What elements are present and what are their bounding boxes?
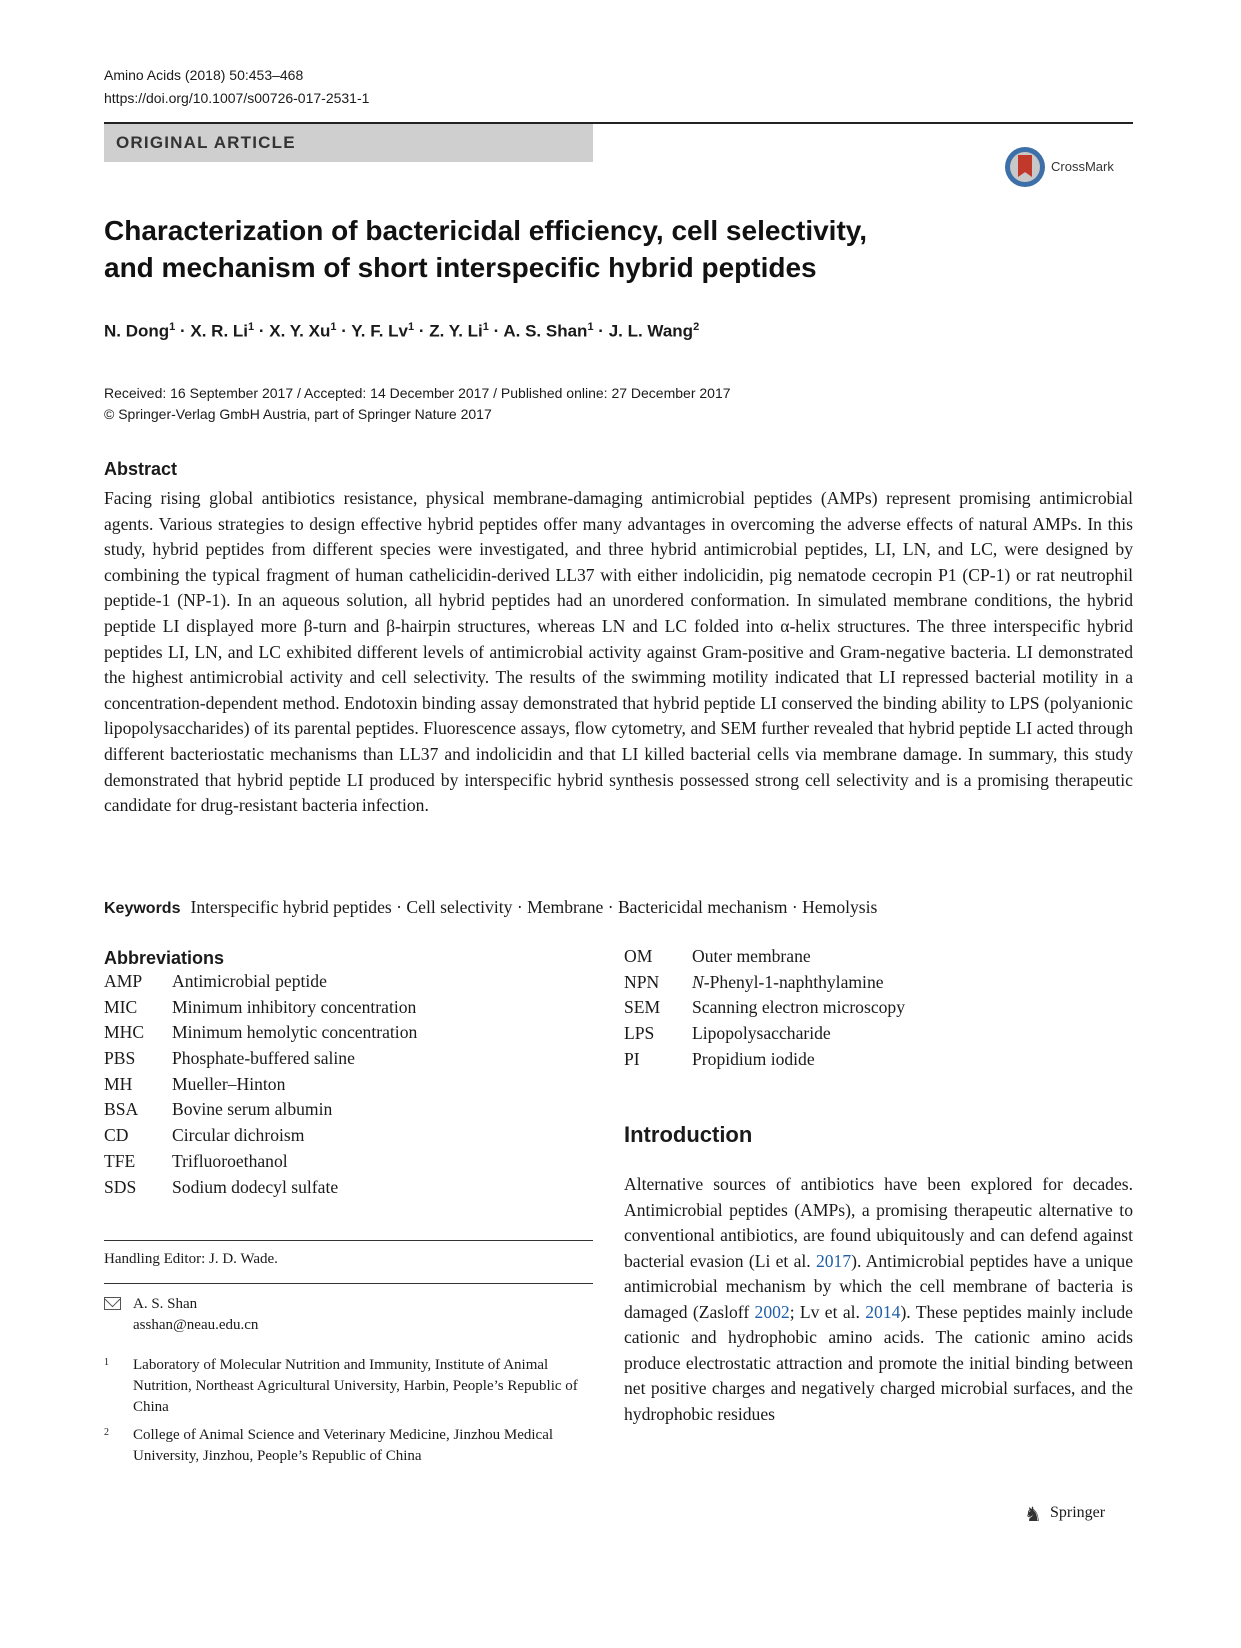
author-separator: · — [414, 321, 430, 341]
publisher-name: Springer — [1050, 1504, 1106, 1521]
abbreviation-term: AMP — [104, 971, 143, 991]
abbreviation-term: SEM — [624, 997, 661, 1018]
publisher-logo — [1024, 1500, 1134, 1526]
abbreviation-row — [624, 997, 1134, 1023]
abstract-heading: Abstract — [104, 459, 178, 479]
intro-text-run: Alternative sources of antibiotics have been explored for decades. Antimicrobial peptides (AMPs), a promising therapeutic alternative to conventional antibiotics, are found ubiquitously and can defend against bacterial evasion (Li et al. — [624, 1174, 1133, 1271]
intro-text-run: ). These peptides mainly include cationic and hydrophobic amino acids. The cationic amino acids produce electrostatic attraction and promote the initial binding between net positive charges and negatively charged microbial surfaces, and the hydrophobic residues — [624, 1301, 1133, 1424]
abbreviation-definition: Trifluoroethanol — [172, 1150, 288, 1171]
author-separator: · — [336, 321, 352, 341]
title-line-1: Characterization of bactericidal efficiency, cell selectivity, — [104, 215, 868, 246]
abbreviation-definition — [692, 972, 884, 993]
abbreviation-row — [624, 1049, 1134, 1075]
abbreviations-heading: Abbreviations — [104, 948, 225, 968]
abbreviation-row — [104, 1022, 584, 1048]
author-name[interactable]: X. R. Li — [190, 321, 249, 341]
abbreviation-term: MHC — [104, 1022, 145, 1043]
abbreviation-definition: Scanning electron microscopy — [692, 997, 906, 1018]
article-type-label: ORIGINAL ARTICLE — [116, 133, 296, 152]
abbreviation-row — [104, 1099, 584, 1125]
abbreviation-term: PI — [624, 1048, 640, 1069]
article-type-bar — [104, 124, 593, 162]
journal-citation: Amino Acids (2018) 50:453–468 — [104, 67, 304, 83]
author-affiliation-mark: 2 — [693, 321, 700, 333]
citation-link[interactable]: 2014 — [865, 1301, 901, 1322]
abbreviation-term: TFE — [104, 1150, 136, 1171]
abbreviation-row — [104, 1177, 584, 1203]
author-name[interactable]: X. Y. Xu — [269, 321, 331, 341]
abbreviation-definition: Bovine serum albumin — [172, 1099, 333, 1120]
abbreviation-definition-rest: -Phenyl-1-naphthylamine — [703, 971, 884, 992]
keywords-text: Interspecific hybrid peptides · Cell selectivity · Membrane · Bactericidal mechanism · Hemolysis — [190, 897, 878, 917]
abbreviation-term: BSA — [104, 1099, 139, 1120]
copyright-line: © Springer-Verlag GmbH Austria, part of Springer Nature 2017 — [104, 406, 492, 422]
handling-editor: Handling Editor: J. D. Wade. — [104, 1251, 278, 1267]
abbreviation-definition: Propidium iodide — [692, 1048, 815, 1069]
abbreviation-italic-part: N — [692, 971, 704, 992]
abbreviation-term: CD — [104, 1125, 129, 1146]
abbreviation-definition: Antimicrobial peptide — [172, 971, 327, 991]
author-affiliation-mark: 1 — [248, 321, 255, 333]
dates-line: Received: 16 September 2017 / Accepted: 14 December 2017 / Published online: 27 December 2017 — [104, 385, 731, 401]
affiliation-number: 2 — [104, 1427, 109, 1438]
author-separator: · — [175, 321, 191, 341]
author-list — [104, 321, 699, 342]
title-line-2: and mechanism of short interspecific hybrid peptides — [104, 252, 817, 283]
abbreviation-row — [104, 1074, 584, 1100]
abbreviation-definition: Sodium dodecyl sulfate — [172, 1176, 339, 1197]
author-separator: · — [254, 321, 270, 341]
footnote-rule — [104, 1283, 593, 1284]
abbreviation-row — [624, 946, 1134, 972]
abbreviation-row — [104, 1151, 584, 1177]
author-affiliation-mark: 1 — [169, 321, 176, 333]
springer-horse-icon: ♞ — [1024, 1504, 1042, 1526]
author-name[interactable]: A. S. Shan — [503, 321, 588, 341]
author-affiliation-mark: 1 — [482, 321, 489, 333]
author-name[interactable]: Y. F. Lv — [351, 321, 408, 341]
crossmark-icon — [1005, 147, 1045, 187]
introduction-heading: Introduction — [624, 1122, 753, 1147]
author-affiliation-mark: 1 — [330, 321, 337, 333]
abbreviation-term: SDS — [104, 1176, 137, 1197]
citation-link[interactable]: 2017 — [815, 1250, 852, 1271]
abbreviation-definition: Circular dichroism — [172, 1125, 305, 1146]
abbreviation-definition: Outer membrane — [692, 946, 811, 966]
author-name[interactable]: J. L. Wang — [608, 321, 694, 341]
abbreviation-row — [104, 1048, 584, 1074]
publication-dates — [104, 383, 731, 425]
introduction-text — [624, 1172, 1133, 1427]
keywords-heading: Keywords — [104, 900, 181, 917]
intro-text-run: ; Lv et al. — [789, 1301, 866, 1322]
author-affiliation-mark: 1 — [407, 321, 415, 333]
corresponding-name: A. S. Shan — [133, 1296, 198, 1312]
abstract-text: Facing rising global antibiotics resistance, physical membrane-damaging antimicrobial peptides (AMPs) represent promising antimicrobial agents. Various strategies to design effective hybrid peptides offer many advantages in overcoming the adverse effects of natural AMPs. In this study, hybrid peptides from different species were investigated, and three hybrid antimicrobial peptides, LI, LN, and LC, were designed by combining the typical fragment of human cathelicidin-derived LL37 with either indolicidin, pig nematode cecropin P1 (CP-1) or rat neutrophil peptide-1 (NP-1). In an aqueous solution, all hybrid peptides had an unordered conformation. In simulated membrane conditions, the hybrid peptide LI displayed more β-turn and β-hairpin structures, whereas LN and LC folded into α-helix structures. The three interspecific hybrid peptides LI, LN, and LC exhibited different levels of antimicrobial activity against Gram-positive and Gram-negative bacteria. LI demonstrated the highest antimicrobial activity and cell selectivity. The results of the swimming motility indicated that LI repressed bacterial motility in a concentration-dependent method. Endotoxin binding assay demonstrated that hybrid peptide LI conserved the binding ability to LPS (polyanionic lipopolysaccharides) of its parental peptides. Fluorescence assays, flow cytometry, and SEM further revealed that hybrid peptide LI acted through different bacteriostatic mechanisms than LL37 and indolicidin and that LI killed bacterial cells via membrane damage. In summary, this study demonstrated that hybrid peptide LI produced by interspecific hybrid synthesis possessed strong cell selectivity and is a promising therapeutic candidate for drug-resistant bacteria infection. — [104, 488, 1133, 816]
affiliation-text: College of Animal Science and Veterinary Medicine, Jinzhou Medical University, Jinzhou, People’s Republic of China — [133, 1427, 554, 1464]
abbreviation-definition: Phosphate-buffered saline — [172, 1048, 355, 1069]
abbreviation-row — [104, 997, 584, 1023]
author-affiliation-mark: 1 — [587, 321, 594, 333]
abbreviation-definition: Lipopolysaccharide — [692, 1023, 831, 1044]
abbreviation-row — [104, 1125, 584, 1151]
abbreviation-definition: Minimum hemolytic concentration — [172, 1022, 418, 1043]
author-separator: · — [593, 321, 609, 341]
journal-reference — [104, 64, 369, 110]
abbreviation-term: LPS — [624, 1023, 655, 1044]
intro-text-run: ). Antimicrobial peptides have a unique antimicrobial mechanism by which the cell membrane of bacteria is damaged (Zasloff — [624, 1250, 1133, 1322]
article-title — [104, 212, 1004, 286]
author-name[interactable]: N. Dong — [104, 321, 170, 341]
crossmark-badge[interactable] — [1005, 147, 1131, 193]
abbreviation-term: MIC — [104, 996, 138, 1017]
abbreviation-row — [624, 972, 1134, 998]
abbreviation-row — [624, 1023, 1134, 1049]
footnote-rule — [104, 1240, 593, 1241]
abbreviations-list-right — [624, 946, 1134, 1074]
abbreviation-term: OM — [624, 946, 653, 966]
abbreviation-definition: Mueller–Hinton — [172, 1073, 286, 1094]
affiliation-number: 1 — [104, 1357, 109, 1368]
author-name[interactable]: Z. Y. Li — [429, 321, 483, 341]
keywords — [104, 897, 877, 918]
abbreviation-row — [104, 971, 584, 997]
abbreviation-term: NPN — [624, 971, 660, 992]
corresponding-email[interactable]: asshan@neau.edu.cn — [133, 1317, 259, 1333]
abbreviation-term: MH — [104, 1073, 133, 1094]
abbreviations-list-left — [104, 971, 584, 1202]
affiliation-text: Laboratory of Molecular Nutrition and Immunity, Institute of Animal Nutrition, Northeast Agricultural University, Harbin, People’s Republic of China — [133, 1357, 578, 1415]
abbreviation-definition: Minimum inhibitory concentration — [172, 996, 417, 1017]
author-separator: · — [488, 321, 504, 341]
envelope-icon — [104, 1297, 121, 1310]
abbreviation-term: PBS — [104, 1048, 136, 1069]
crossmark-label: CrossMark — [1051, 159, 1114, 174]
doi-link[interactable]: https://doi.org/10.1007/s00726-017-2531-1 — [104, 90, 370, 106]
citation-link[interactable]: 2002 — [754, 1301, 790, 1322]
